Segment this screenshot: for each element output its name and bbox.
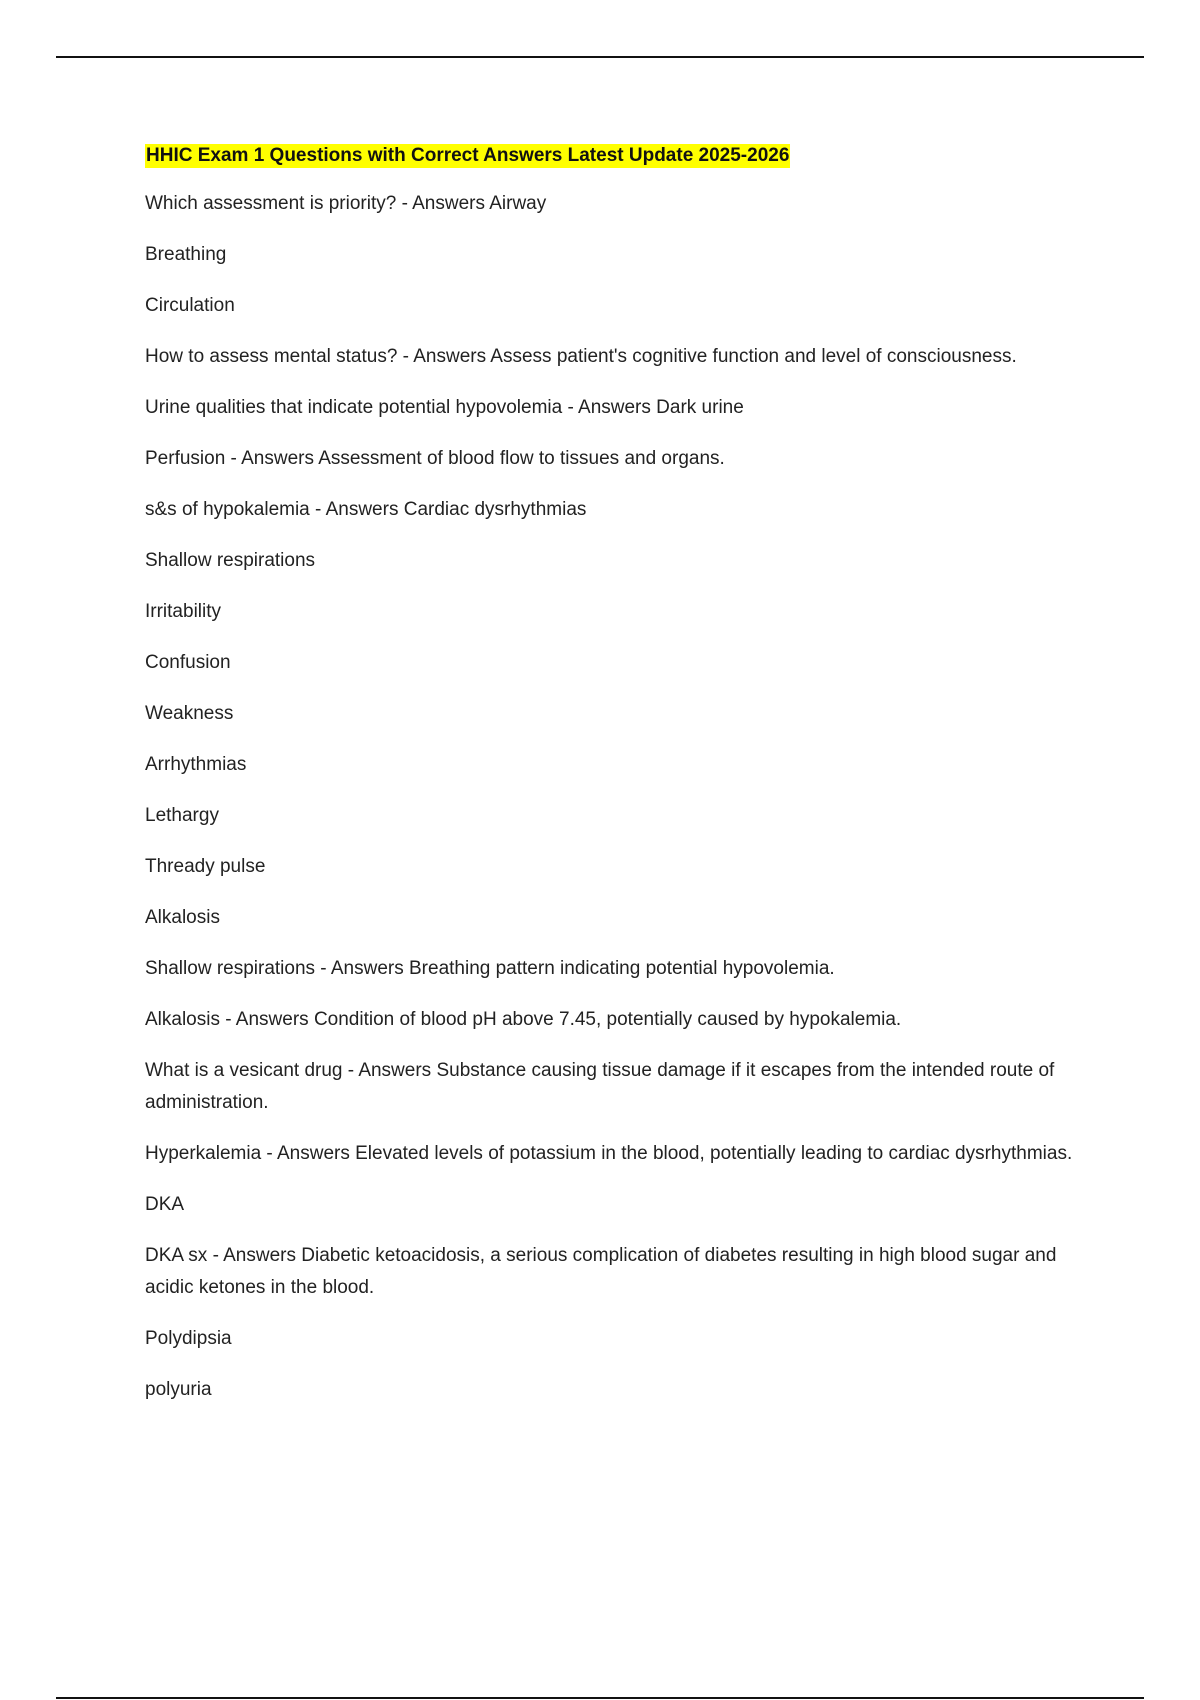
- document-body: [145, 144, 1090, 1425]
- paragraph: Arrhythmias: [145, 754, 247, 775]
- paragraph: Shallow respirations: [145, 550, 316, 571]
- paragraph: How to assess mental status? - Answers Assess patient's cognitive function and level of consciousness.: [145, 346, 1017, 367]
- paragraph: s&s of hypokalemia - Answers Cardiac dysrhythmias: [145, 499, 587, 520]
- paragraph: DKA sx - Answers Diabetic ketoacidosis, a serious complication of diabetes resulting in high blood sugar and acidic ketones in the blood.: [145, 1245, 1057, 1298]
- paragraph: Lethargy: [145, 805, 219, 826]
- paragraph: Breathing: [145, 244, 227, 265]
- paragraph: polyuria: [145, 1379, 212, 1400]
- paragraph: Weakness: [145, 703, 234, 724]
- paragraph: Alkalosis: [145, 907, 220, 928]
- paragraph: Confusion: [145, 652, 231, 673]
- header-rule: [56, 56, 1144, 58]
- paragraph: Hyperkalemia - Answers Elevated levels of potassium in the blood, potentially leading to cardiac dysrhythmias.: [145, 1143, 1073, 1164]
- document-title: HHIC Exam 1 Questions with Correct Answers Latest Update 2025-2026: [146, 145, 790, 166]
- paragraph: Irritability: [145, 601, 222, 622]
- footer-rule: [56, 1697, 1144, 1699]
- paragraph: Shallow respirations - Answers Breathing pattern indicating potential hypovolemia.: [145, 958, 835, 979]
- paragraph: Thready pulse: [145, 856, 266, 877]
- paragraph: Perfusion - Answers Assessment of blood flow to tissues and organs.: [145, 448, 725, 469]
- paragraph: Alkalosis - Answers Condition of blood pH above 7.45, potentially caused by hypokalemia.: [145, 1009, 902, 1030]
- paragraph: What is a vesicant drug - Answers Substance causing tissue damage if it escapes from the intended route of administration.: [145, 1060, 1055, 1113]
- paragraph: Which assessment is priority? - Answers Airway: [145, 193, 547, 214]
- paragraph: DKA: [145, 1194, 185, 1215]
- paragraph: Circulation: [145, 295, 235, 316]
- paragraph: Polydipsia: [145, 1328, 232, 1349]
- paragraph: Urine qualities that indicate potential hypovolemia - Answers Dark urine: [145, 397, 744, 418]
